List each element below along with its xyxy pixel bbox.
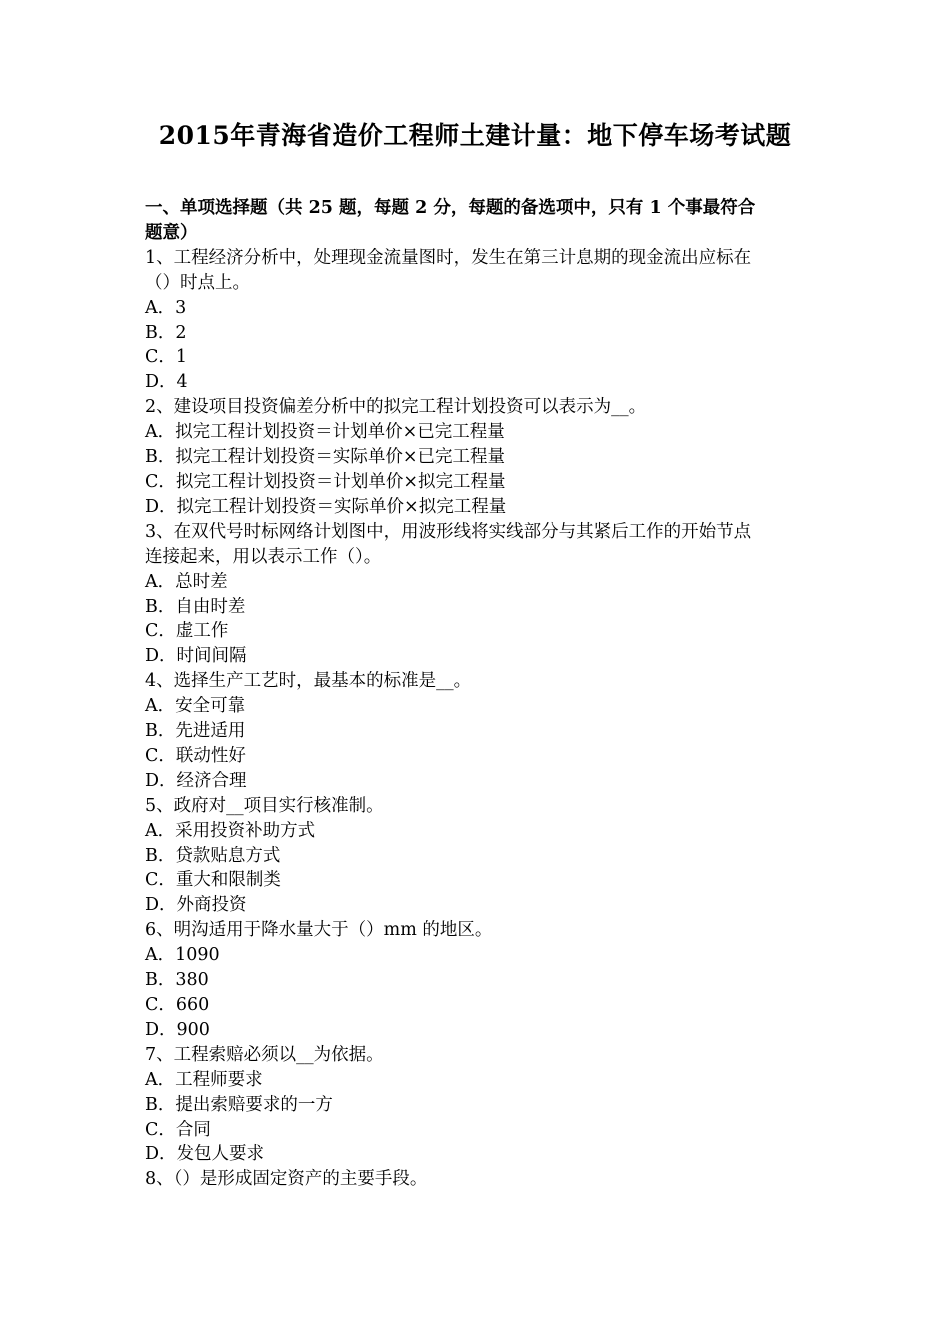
- option-d: D．时间间隔: [145, 646, 247, 667]
- option-b: B．贷款贴息方式: [145, 845, 281, 866]
- question-stem: 4、选择生产工艺时，最基本的标准是__。: [145, 671, 472, 692]
- document-title: 2015年青海省造价工程师土建计量：地下停车场考试题: [158, 121, 792, 150]
- question-stem: 6、明沟适用于降水量大于（）mm 的地区。: [145, 920, 493, 941]
- question-stem: 连接起来，用以表示工作（）。: [145, 546, 382, 567]
- question-stem: （）时点上。: [145, 272, 250, 293]
- option-d: D．外商投资: [145, 895, 247, 916]
- section-heading: 一、单项选择题（共 25 题，每题 2 分，每题的备选项中，只有 1 个事最符合: [145, 198, 756, 218]
- option-d: D．发包人要求: [145, 1144, 265, 1165]
- option-c: C．660: [145, 995, 210, 1015]
- option-c: C．重大和限制类: [145, 870, 281, 891]
- option-d: D．4: [145, 372, 188, 393]
- option-a: A．安全可靠: [145, 696, 246, 717]
- option-d: D．900: [145, 1019, 210, 1040]
- option-c: C．联动性好: [145, 745, 246, 766]
- option-d: D．拟完工程计划投资＝实际单价×拟完工程量: [145, 496, 507, 517]
- question-stem: 8、（）是形成固定资产的主要手段。: [145, 1169, 428, 1190]
- option-c: C．虚工作: [145, 621, 229, 642]
- question-6: [145, 918, 810, 1043]
- question-1: [145, 246, 810, 395]
- option-b: B．先进适用: [145, 721, 246, 742]
- option-b: B．提出索赔要求的一方: [145, 1094, 333, 1115]
- option-a: A．采用投资补助方式: [145, 820, 316, 841]
- question-7: [145, 1043, 810, 1168]
- question-3: [145, 520, 810, 669]
- option-d: D．经济合理: [145, 770, 247, 791]
- option-c: C．合同: [145, 1119, 211, 1140]
- exam-content: [145, 196, 810, 1192]
- option-a: A．3: [145, 297, 187, 318]
- question-stem: 5、政府对__项目实行核准制。: [145, 795, 384, 816]
- question-stem: 1、工程经济分析中，处理现金流量图时，发生在第三计息期的现金流出应标在: [145, 247, 752, 268]
- option-c: C．1: [145, 347, 188, 368]
- option-a: A．1090: [145, 945, 220, 966]
- option-a: A．工程师要求: [145, 1069, 263, 1090]
- question-stem: 3、在双代号时标网络计划图中，用波形线将实线部分与其紧后工作的开始节点: [145, 521, 752, 542]
- option-c: C．拟完工程计划投资＝计划单价×拟完工程量: [145, 471, 506, 492]
- option-a: A．拟完工程计划投资＝计划单价×已完工程量: [145, 422, 505, 443]
- question-stem: 7、工程索赔必须以__为依据。: [145, 1044, 384, 1065]
- question-4: [145, 669, 810, 794]
- option-b: B．2: [145, 322, 187, 343]
- option-b: B．拟完工程计划投资＝实际单价×已完工程量: [145, 447, 506, 468]
- question-stem: 2、建设项目投资偏差分析中的拟完工程计划投资可以表示为__。: [145, 397, 647, 418]
- option-a: A．总时差: [145, 571, 228, 592]
- question-8: [145, 1167, 810, 1192]
- question-5: [145, 794, 810, 919]
- section-heading-continued: 题意）: [145, 222, 198, 243]
- option-b: B．自由时差: [145, 596, 246, 617]
- question-2: [145, 395, 810, 520]
- option-b: B．380: [145, 970, 209, 991]
